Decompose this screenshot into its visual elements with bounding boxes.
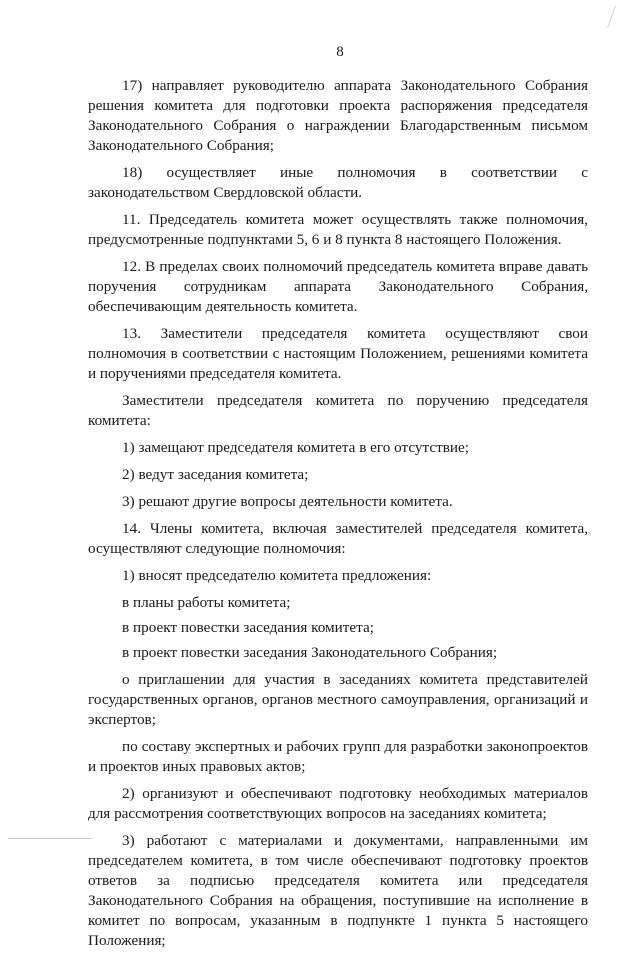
paragraph-deputies-intro: Заместители председателя комитета по поручению председателя комитета: bbox=[88, 392, 588, 429]
paragraph-members-1: 1) вносят председателю комитета предложения: bbox=[122, 567, 432, 584]
paragraph-deputies-1: 1) замещают председателя комитета в его отсутствие; bbox=[122, 439, 469, 456]
paragraph-deputies-3: 3) решают другие вопросы деятельности комитета. bbox=[122, 493, 453, 510]
paragraph-members-2: 2) организуют и обеспечивают подготовку необходимых материалов для рассмотрения соответствующих вопросов на заседаниях комитета; bbox=[88, 785, 588, 822]
paragraph-members-1-assembly-agenda: в проект повестки заседания Законодательного Собрания; bbox=[122, 644, 498, 661]
paragraph-members-1-working-groups: по составу экспертных и рабочих групп для разработки законопроектов и проектов иных правовых актов; bbox=[88, 738, 588, 775]
paragraph-deputies-2: 2) ведут заседания комитета; bbox=[122, 466, 309, 483]
paragraph-clause-11: 11. Председатель комитета может осуществлять также полномочия, предусмотренные подпунктами 5, 6 и 8 пункта 8 настоящего Положения. bbox=[88, 211, 588, 248]
paragraph-members-1-invitations: о приглашении для участия в заседаниях комитета представителей государственных органов, органов местного самоуправления, организаций и экспертов; bbox=[88, 671, 588, 728]
paragraph-clause-12: 12. В пределах своих полномочий председатель комитета вправе давать поручения сотрудникам аппарата Законодательного Собрания, обеспечивающим деятельность комитета. bbox=[88, 258, 588, 315]
paragraph-clause-14: 14. Члены комитета, включая заместителей председателя комитета, осуществляют следующие полномочия: bbox=[88, 520, 588, 557]
footer-rule bbox=[8, 838, 92, 839]
scan-corner-mark bbox=[607, 6, 630, 28]
paragraph-clause-13: 13. Заместители председателя комитета осуществляют свои полномочия в соответствии с настоящим Положением, решениями комитета и поручениями председателя комитета. bbox=[88, 325, 588, 382]
paragraph-members-3: 3) работают с материалами и документами, направленными им председателем комитета, в том числе обеспечивают подготовку проектов ответов за подписью председателя комитета или председателя Законодательного Собрания на обращения, поступившие на исполнение в комитет по вопросам, указанным в подпункте 1 пункта 5 настоящего Положения; bbox=[88, 832, 588, 949]
page-number: 8 bbox=[336, 44, 344, 60]
paragraph-members-1-plans: в планы работы комитета; bbox=[122, 594, 291, 611]
paragraph-item-17: 17) направляет руководителю аппарата Законодательного Собрания решения комитета для подготовки проекта распоряжения председателя Законодательного Собрания о награждении Благодарственным письмом Законодательного Собрания; bbox=[88, 77, 588, 154]
paragraph-item-18: 18) осуществляет иные полномочия в соответствии с законодательством Свердловской области. bbox=[88, 164, 588, 201]
paragraph-members-1-committee-agenda: в проект повестки заседания комитета; bbox=[122, 619, 374, 636]
document-body bbox=[88, 76, 588, 958]
